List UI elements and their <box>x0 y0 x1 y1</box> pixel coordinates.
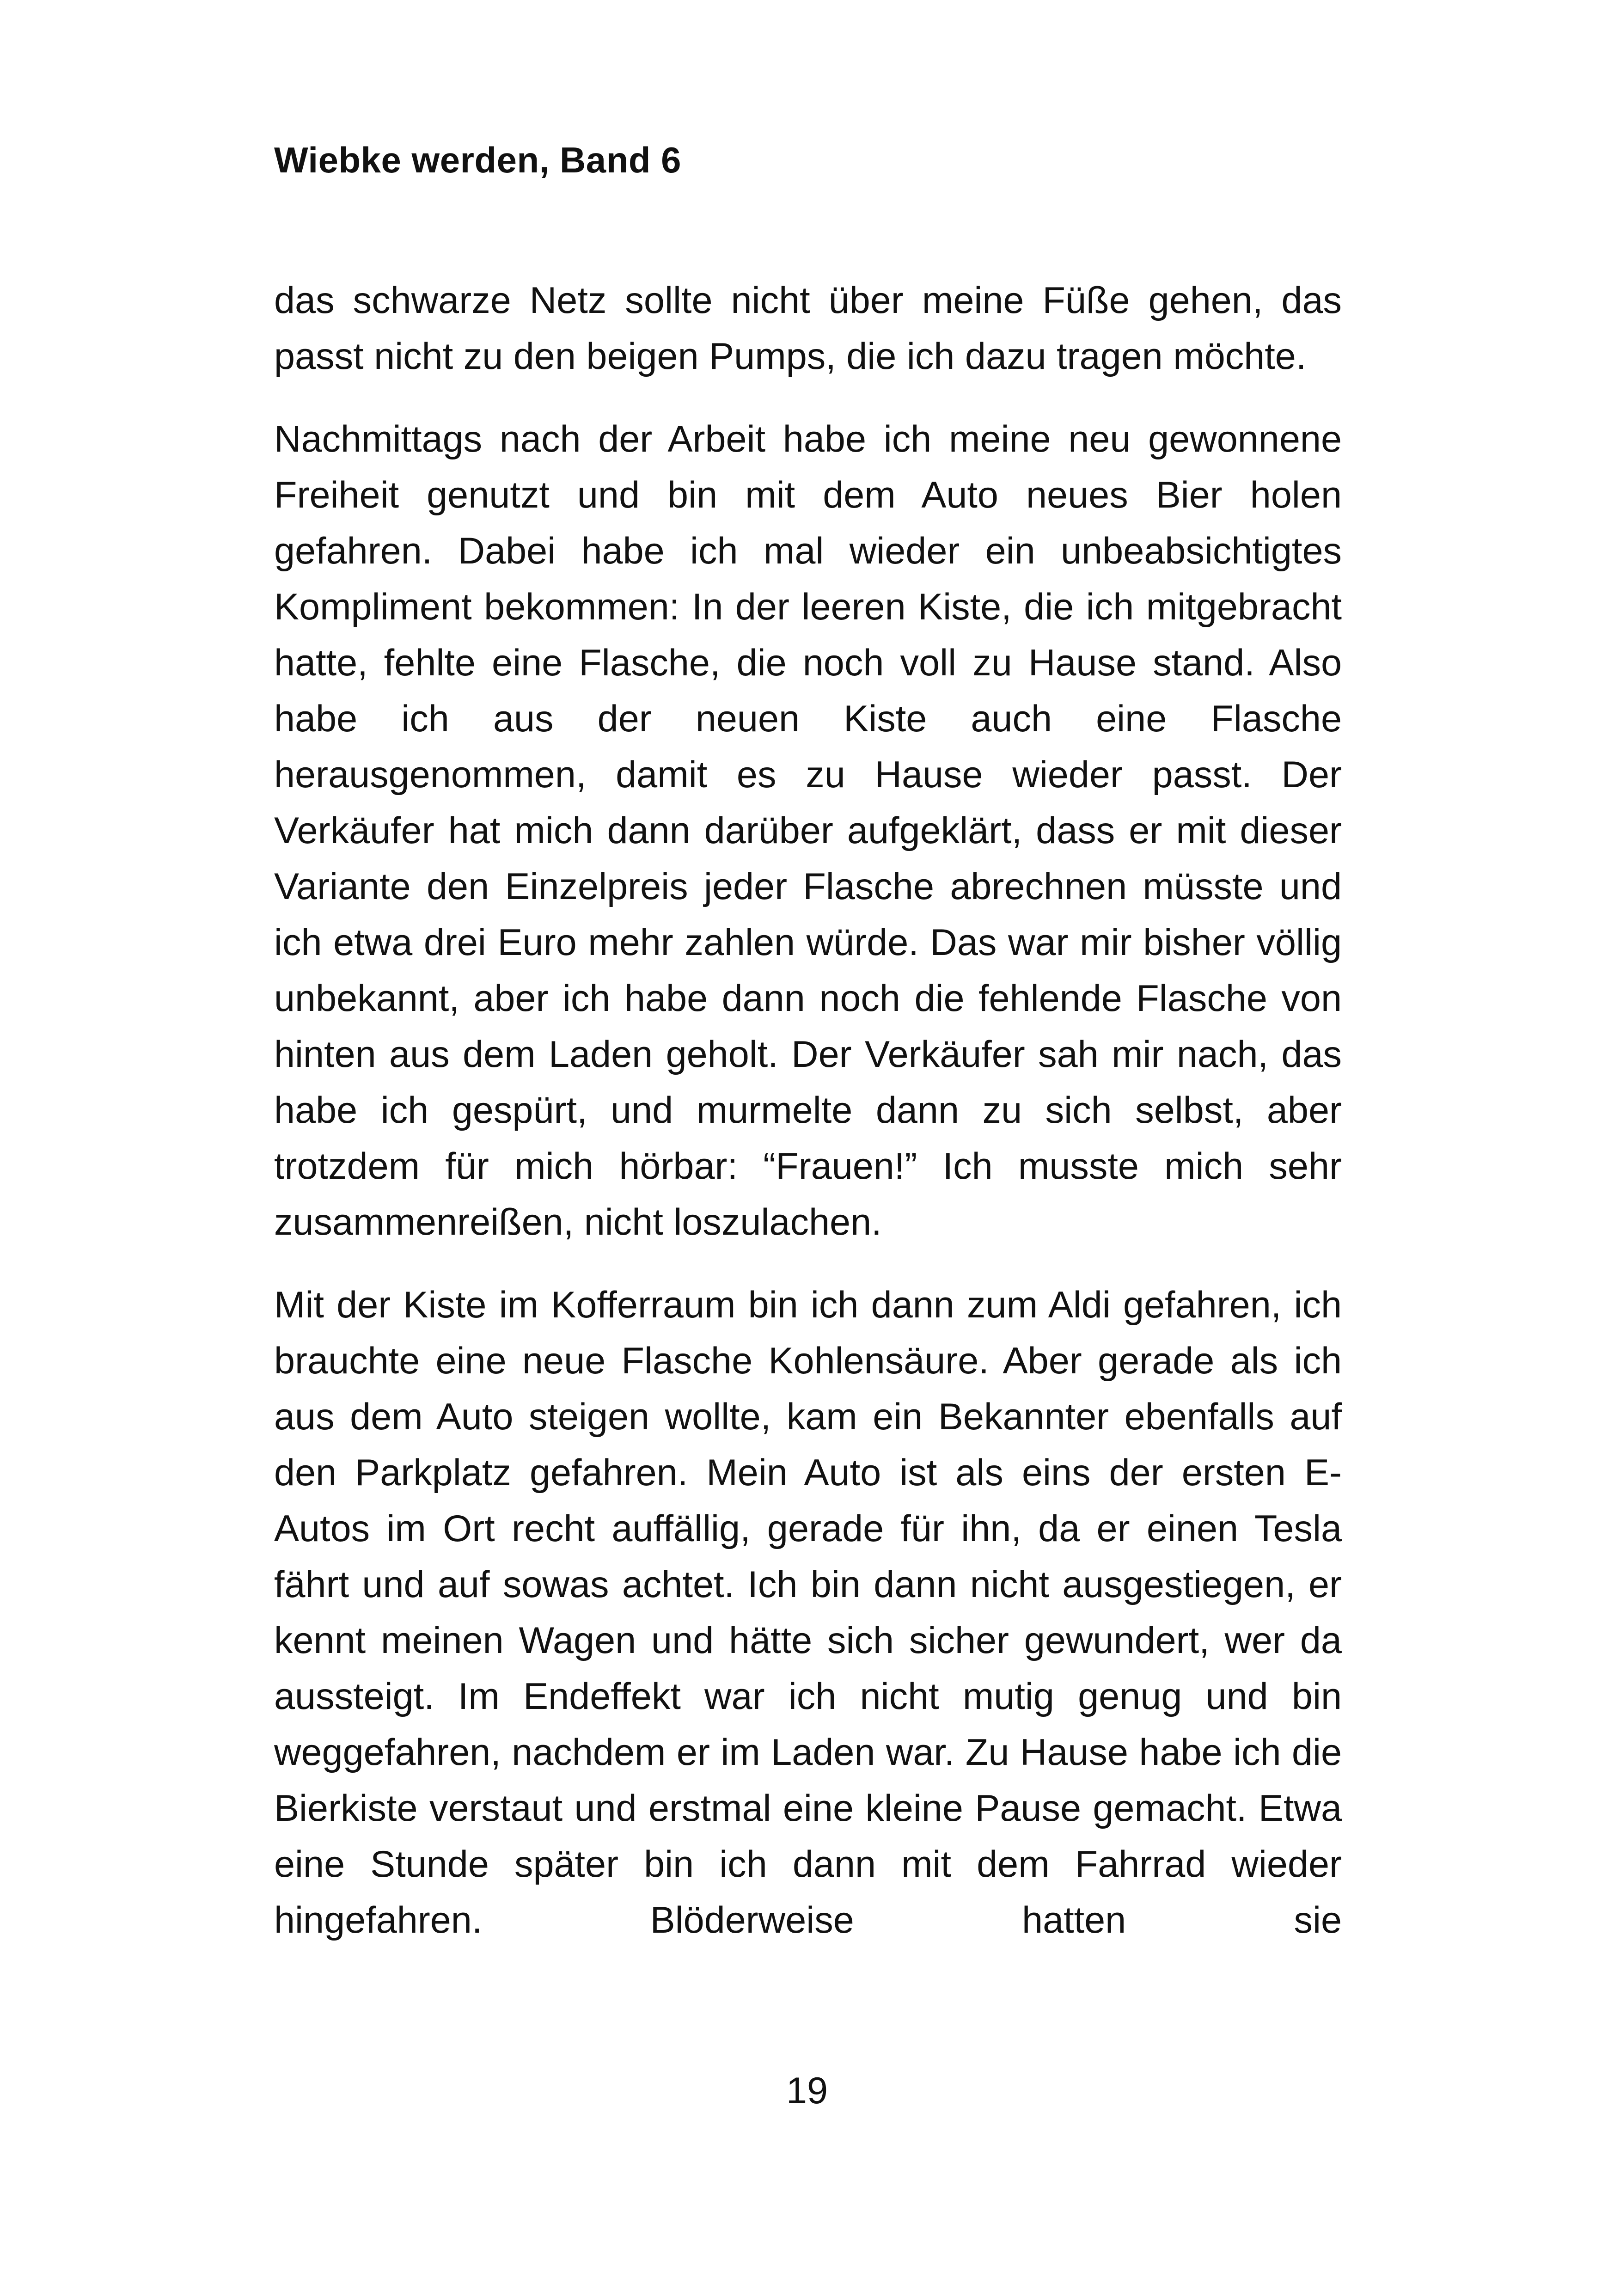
running-header: Wiebke werden, Band 6 <box>274 140 682 180</box>
page-number: 19 <box>786 2070 828 2112</box>
paragraph: Mit der Kiste im Kofferraum bin ich dann zum Aldi gefahren, ich brauchte eine neue Flasche Kohlensäure. Aber gerade als ich aus dem Auto steigen wollte, kam ein Bekannter ebenfalls auf den Parkplatz gefahren. Mein Auto ist als eins der ersten E- Autos im Ort recht auffällig, gerade für ihn, da er einen Tesla fährt und auf sowas achtet. Ich bin dann nicht ausgestiegen, er kennt meinen Wagen und hätte sich sicher gewundert, wer da aussteigt. Im Endeffekt war ich nicht mutig genug und bin weggefahren, nachdem er im Laden war. Zu Hause habe ich die Bierkiste verstaut und erstmal eine kleine Pause gemacht. Etwa eine Stunde später bin ich dann mit dem Fahrrad wieder hingefahren. Blöderweise hatten sie <box>274 1284 1342 1941</box>
paragraph: Nachmittags nach der Arbeit habe ich meine neu gewonnene Freiheit genutzt und bin mit dem Auto neues Bier holen gefahren. Dabei habe ich mal wieder ein unbeabsichtigtes Kompliment bekommen: In der leeren Kiste, die ich mitgebracht hatte, fehlte eine Flasche, die noch voll zu Hause stand. Also habe ich aus der neuen Kiste auch eine Flasche herausgenommen, damit es zu Hause wieder passt. Der Verkäufer hat mich dann darüber aufgeklärt, dass er mit dieser Variante den Einzelpreis jeder Flasche abrechnen müsste und ich etwa drei Euro mehr zahlen würde. Das war mir bisher völlig unbekannt, aber ich habe dann noch die fehlende Flasche von hinten aus dem Laden geholt. Der Verkäufer sah mir nach, das habe ich gespürt, und murmelte dann zu sich selbst, aber trotzdem für mich hörbar: “Frauen!” Ich musste mich sehr zusammenreißen, nicht loszulachen. <box>274 418 1342 1243</box>
body-text <box>274 273 1342 1948</box>
paragraph: das schwarze Netz sollte nicht über meine Füße gehen, das passt nicht zu den beigen Pumps, die ich dazu tragen möchte. <box>274 280 1342 377</box>
